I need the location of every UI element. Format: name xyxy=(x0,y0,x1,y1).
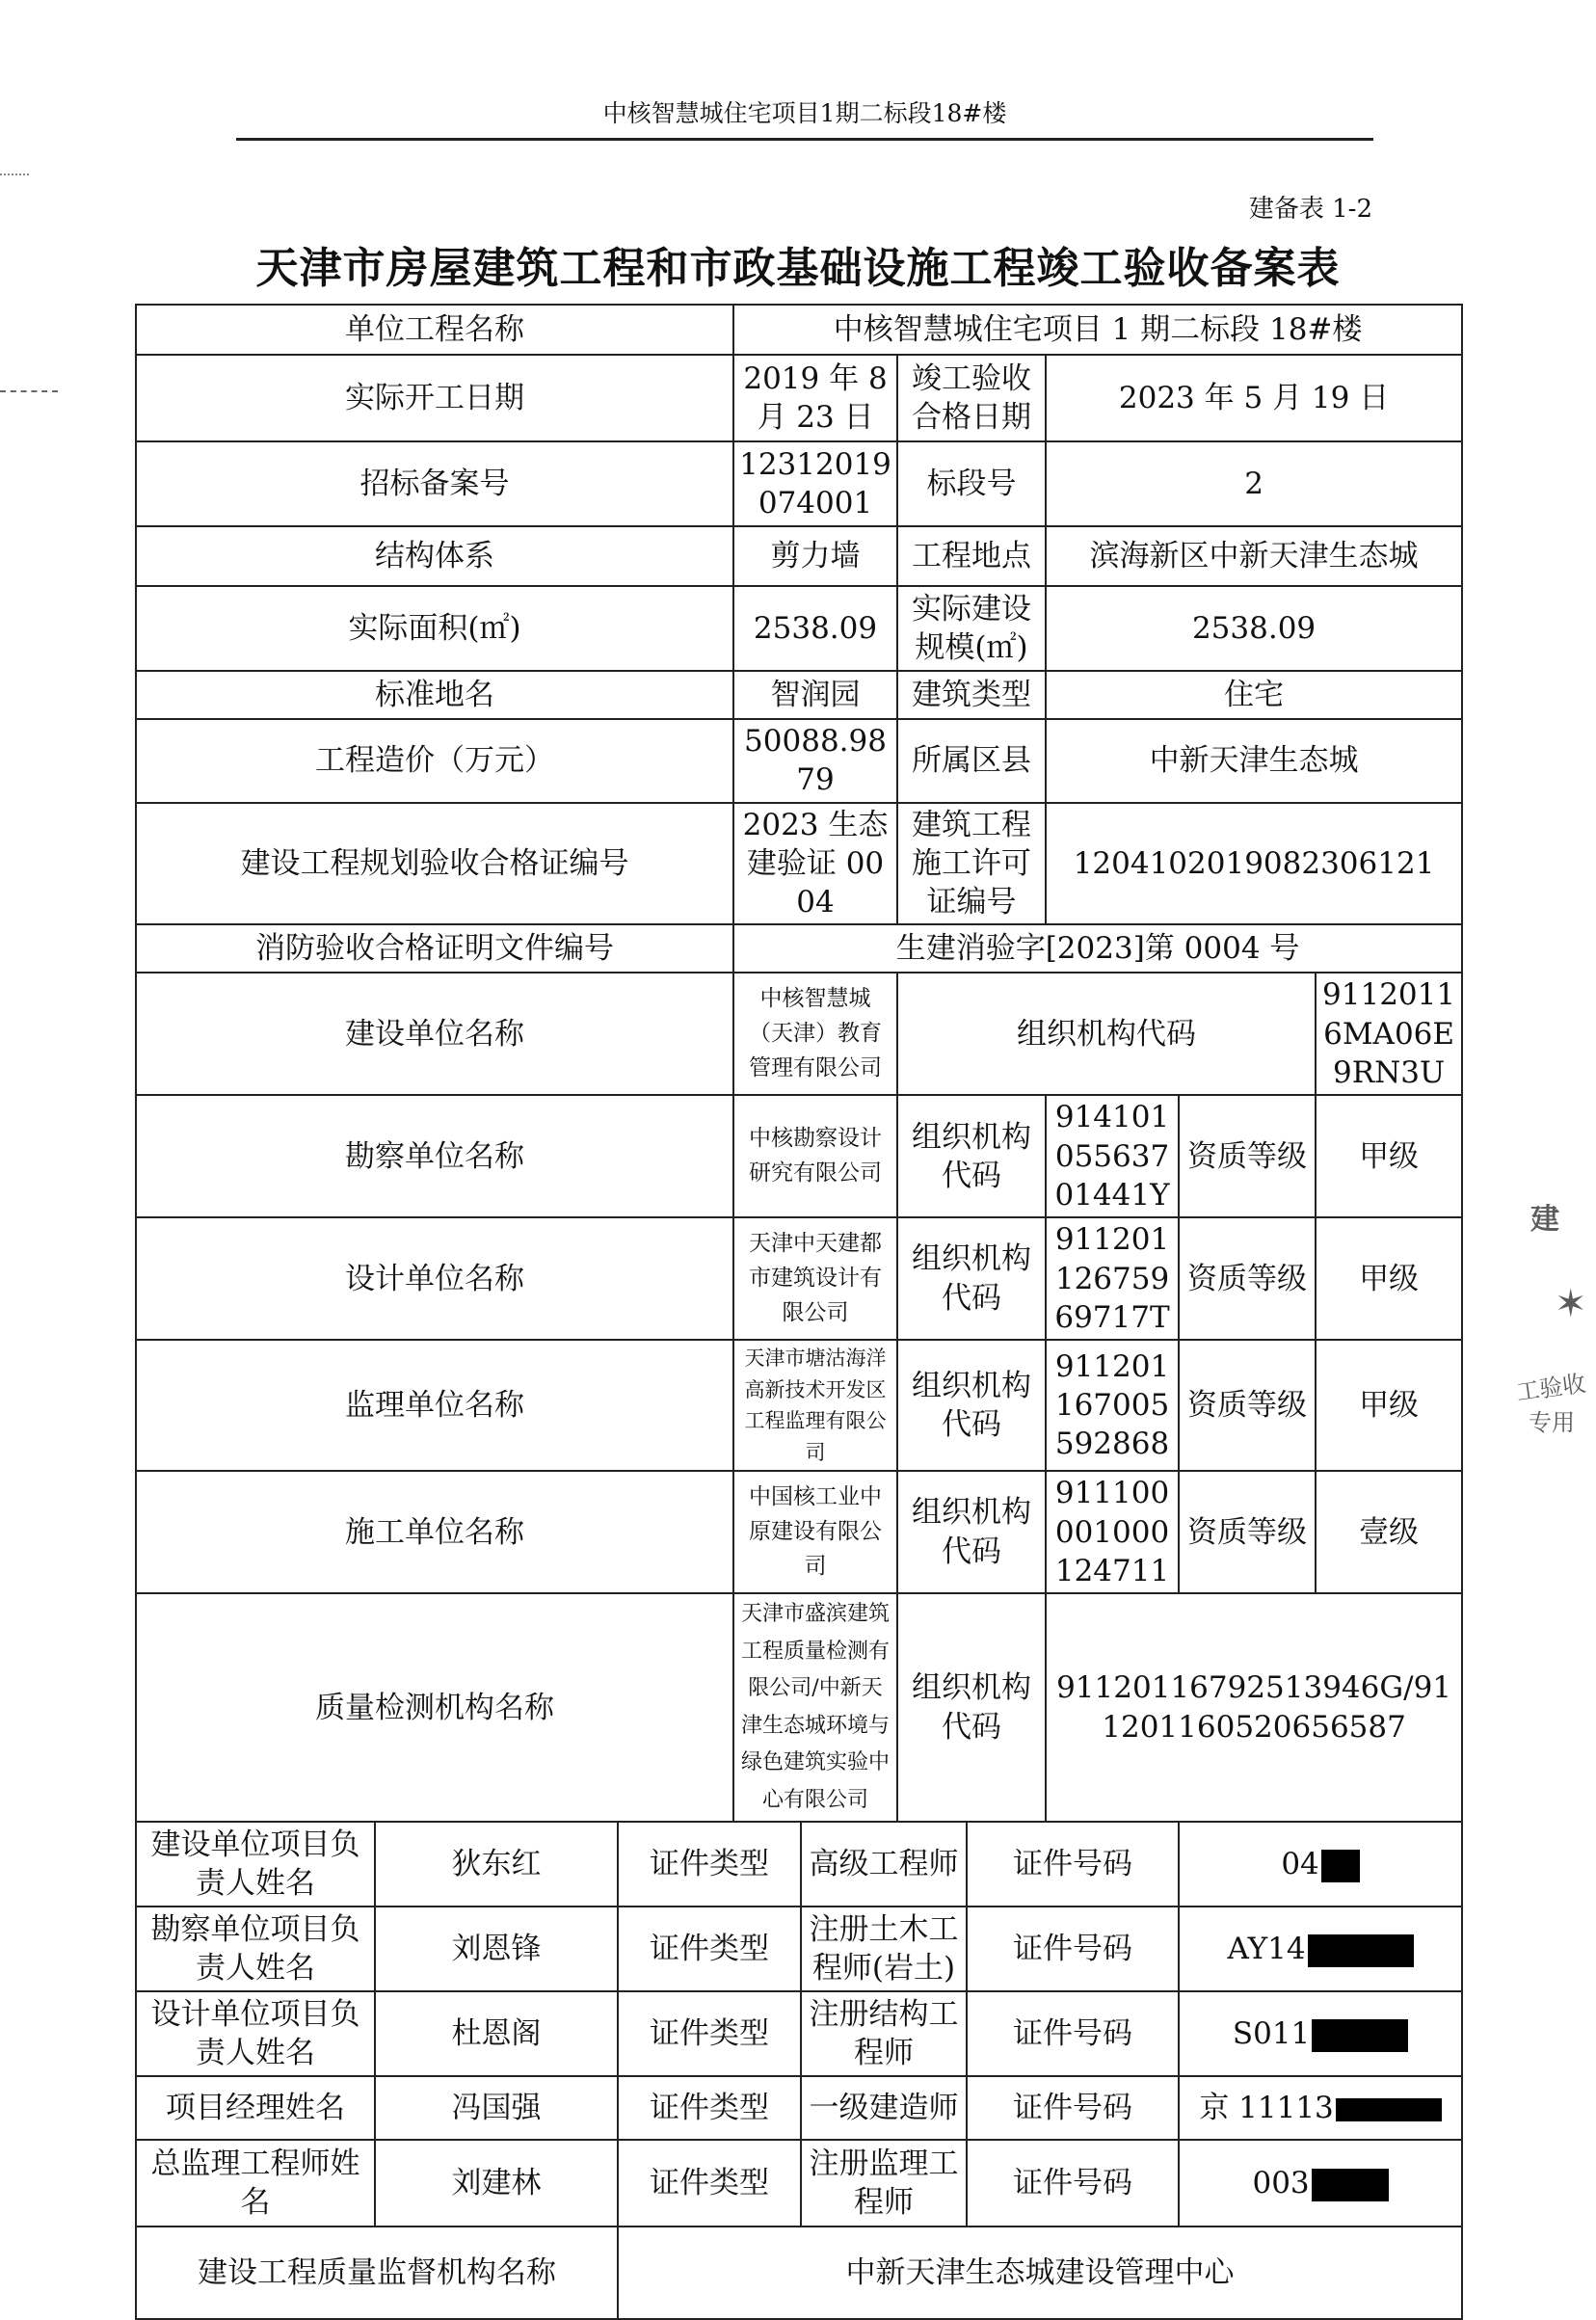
cell-label: 设计单位项目负责人姓名 xyxy=(136,1991,375,2076)
cell-value: 91120116MA06E9RN3U xyxy=(1316,973,1462,1095)
cell-label: 组织机构代码 xyxy=(897,1593,1046,1822)
table-row xyxy=(136,719,1462,803)
redaction-bar xyxy=(1336,2098,1442,2121)
scan-mark xyxy=(0,173,29,175)
cell-value: 12312019074001 xyxy=(733,441,897,526)
cell-label: 标准地名 xyxy=(136,671,733,719)
cell-value: 刘建林 xyxy=(375,2140,618,2227)
table-row xyxy=(136,526,1462,586)
table-row xyxy=(136,305,1462,355)
cell-value: 中新天津生态城 xyxy=(1046,719,1462,803)
cell-value: 智润园 xyxy=(733,671,897,719)
cell-label: 组织机构代码 xyxy=(897,1095,1046,1217)
cell-label: 质量检测机构名称 xyxy=(136,1593,733,1822)
cell-label: 工程造价（万元） xyxy=(136,719,733,803)
cell-value: 911100001000124711 xyxy=(1046,1471,1179,1593)
cert-number: 04 xyxy=(1281,1847,1319,1882)
cell-value: 2538.09 xyxy=(733,586,897,671)
table-row xyxy=(136,924,1462,973)
cell-label: 证件号码 xyxy=(967,1991,1179,2076)
table-row xyxy=(136,441,1462,526)
cell-value: 住宅 xyxy=(1046,671,1462,719)
cell-label: 建设工程质量监督机构名称 xyxy=(136,2227,618,2319)
cell-value: 壹级 xyxy=(1316,1471,1462,1593)
cell-label: 招标备案号 xyxy=(136,441,733,526)
cell-label: 所属区县 xyxy=(897,719,1046,803)
cert-number: AY14 xyxy=(1227,1932,1306,1967)
cell-label: 证件号码 xyxy=(967,1822,1179,1907)
cell-value: 甲级 xyxy=(1316,1217,1462,1340)
cell-label: 设计单位名称 xyxy=(136,1217,733,1340)
redaction-bar xyxy=(1308,1934,1414,1967)
cell-label: 建筑工程施工许可证编号 xyxy=(897,803,1046,925)
cell-label: 资质等级 xyxy=(1179,1471,1316,1593)
cell-label: 证件类型 xyxy=(618,1822,801,1907)
table-row xyxy=(136,586,1462,671)
table-row xyxy=(136,1471,1462,1593)
cell-label: 结构体系 xyxy=(136,526,733,586)
cell-label: 竣工验收合格日期 xyxy=(897,355,1046,441)
table-row xyxy=(136,1907,1462,1991)
cell-value: 狄东红 xyxy=(375,1822,618,1907)
cell-value: 中新天津生态城建设管理中心 xyxy=(618,2227,1462,2319)
cell-value: 中核智慧城住宅项目 1 期二标段 18#楼 xyxy=(733,305,1462,355)
cell-value xyxy=(1179,1822,1462,1907)
cell-label: 资质等级 xyxy=(1179,1095,1316,1217)
table-row xyxy=(136,1340,1462,1471)
scan-mark xyxy=(0,390,58,392)
table-row xyxy=(136,2140,1462,2227)
table-row xyxy=(136,355,1462,441)
cell-label: 组织机构代码 xyxy=(897,1471,1046,1593)
cert-number: 京 11113 xyxy=(1199,2091,1334,2126)
cell-label: 单位工程名称 xyxy=(136,305,733,355)
cell-label: 证件号码 xyxy=(967,2076,1179,2140)
document-title: 天津市房屋建筑工程和市政基础设施工程竣工验收备案表 xyxy=(255,244,1341,293)
cell-label: 总监理工程师姓名 xyxy=(136,2140,375,2227)
cell-label: 消防验收合格证明文件编号 xyxy=(136,924,733,973)
cell-value xyxy=(1179,1907,1462,1991)
cell-label: 实际建设规模(㎡) xyxy=(897,586,1046,671)
table-row xyxy=(136,803,1462,925)
cell-label: 组织机构代码 xyxy=(897,1340,1046,1471)
cell-label: 证件类型 xyxy=(618,1907,801,1991)
cert-number: S011 xyxy=(1232,2016,1311,2052)
cell-value: 甲级 xyxy=(1316,1095,1462,1217)
cell-label: 实际开工日期 xyxy=(136,355,733,441)
table-row xyxy=(136,973,1462,1095)
cell-label: 建设单位项目负责人姓名 xyxy=(136,1822,375,1907)
cell-label: 资质等级 xyxy=(1179,1217,1316,1340)
cell-label: 建筑类型 xyxy=(897,671,1046,719)
cell-value: 2 xyxy=(1046,441,1462,526)
cell-value: 注册结构工程师 xyxy=(801,1991,967,2076)
table-row xyxy=(136,2076,1462,2140)
cell-label: 证件类型 xyxy=(618,1991,801,2076)
cell-value: 2019 年 8 月 23 日 xyxy=(733,355,897,441)
cell-value: 91410105563701441Y xyxy=(1046,1095,1179,1217)
official-stamp-fragment: 建 ✶ 工验收 专用 xyxy=(1514,1203,1587,1436)
table-row xyxy=(136,1217,1462,1340)
cell-label: 标段号 xyxy=(897,441,1046,526)
cell-value: 刘恩锋 xyxy=(375,1907,618,1991)
cell-value: 2023 生态建验证 0004 xyxy=(733,803,897,925)
cell-label: 证件类型 xyxy=(618,2076,801,2140)
cell-value: 剪力墙 xyxy=(733,526,897,586)
cell-label: 项目经理姓名 xyxy=(136,2076,375,2140)
cell-value: 2538.09 xyxy=(1046,586,1462,671)
cell-value: 注册监理工程师 xyxy=(801,2140,967,2227)
running-header: 中核智慧城住宅项目1期二标段18#楼 xyxy=(602,99,1007,127)
cell-value: 注册土木工程师(岩土) xyxy=(801,1907,967,1991)
cell-label: 施工单位名称 xyxy=(136,1471,733,1593)
cell-label: 证件类型 xyxy=(618,2140,801,2227)
cell-label: 资质等级 xyxy=(1179,1340,1316,1471)
cell-value: 滨海新区中新天津生态城 xyxy=(1046,526,1462,586)
table-row xyxy=(136,671,1462,719)
cell-label: 证件号码 xyxy=(967,2140,1179,2227)
cell-value: 91120116792513946G/911201160520656587 xyxy=(1046,1593,1462,1822)
table-row xyxy=(136,1822,1462,1907)
table-row xyxy=(136,1991,1462,2076)
cell-value: 中核智慧城（天津）教育管理有限公司 xyxy=(733,973,897,1095)
cell-label: 勘察单位项目负责人姓名 xyxy=(136,1907,375,1991)
cell-value: 生建消验字[2023]第 0004 号 xyxy=(733,924,1462,973)
cell-value: 中国核工业中原建设有限公司 xyxy=(733,1471,897,1593)
redaction-bar xyxy=(1321,1850,1360,1882)
cert-number: 003 xyxy=(1252,2166,1310,2201)
cell-value: 甲级 xyxy=(1316,1340,1462,1471)
cell-value: 50088.9879 xyxy=(733,719,897,803)
cell-value xyxy=(1179,2140,1462,2227)
cell-label: 监理单位名称 xyxy=(136,1340,733,1471)
cell-value: 12041020190823061​21 xyxy=(1046,803,1462,925)
redaction-bar xyxy=(1312,2169,1389,2201)
cell-value: 高级工程师 xyxy=(801,1822,967,1907)
cell-value: 天津中天建都市建筑设计有限公司 xyxy=(733,1217,897,1340)
cell-value: 2023 年 5 月 19 日 xyxy=(1046,355,1462,441)
cell-value: 杜恩阁 xyxy=(375,1991,618,2076)
redaction-bar xyxy=(1312,2019,1408,2052)
table-row xyxy=(136,1593,1462,1822)
form-number: 建备表 1-2 xyxy=(1248,195,1372,224)
table-row xyxy=(136,1095,1462,1217)
cell-label: 勘察单位名称 xyxy=(136,1095,733,1217)
cell-value: 天津市盛滨建筑工程质量检测有限公司/中新天津生态城环境与绿色建筑实验中心有限公司 xyxy=(733,1593,897,1822)
cell-label: 证件号码 xyxy=(967,1907,1179,1991)
cell-label: 建设工程规划验收合格证编号 xyxy=(136,803,733,925)
cell-value: 911201167005592868 xyxy=(1046,1340,1179,1471)
cell-label: 实际面积(㎡) xyxy=(136,586,733,671)
cell-value xyxy=(1179,1991,1462,2076)
filing-table xyxy=(135,304,1463,2320)
cell-value xyxy=(1179,2076,1462,2140)
cell-label: 组织机构代码 xyxy=(897,973,1316,1095)
cell-label: 组织机构代码 xyxy=(897,1217,1046,1340)
cell-value: 一级建造师 xyxy=(801,2076,967,2140)
table-row xyxy=(136,2227,1462,2319)
cell-value: 冯国强 xyxy=(375,2076,618,2140)
cell-label: 工程地点 xyxy=(897,526,1046,586)
cell-value: 91120112675969717T xyxy=(1046,1217,1179,1340)
cell-value: 天津市塘沽海洋高新技术开发区工程监理有限公司 xyxy=(733,1340,897,1471)
cell-value: 中核勘察设计研究有限公司 xyxy=(733,1095,897,1217)
header-rule xyxy=(236,138,1373,141)
cell-label: 建设单位名称 xyxy=(136,973,733,1095)
